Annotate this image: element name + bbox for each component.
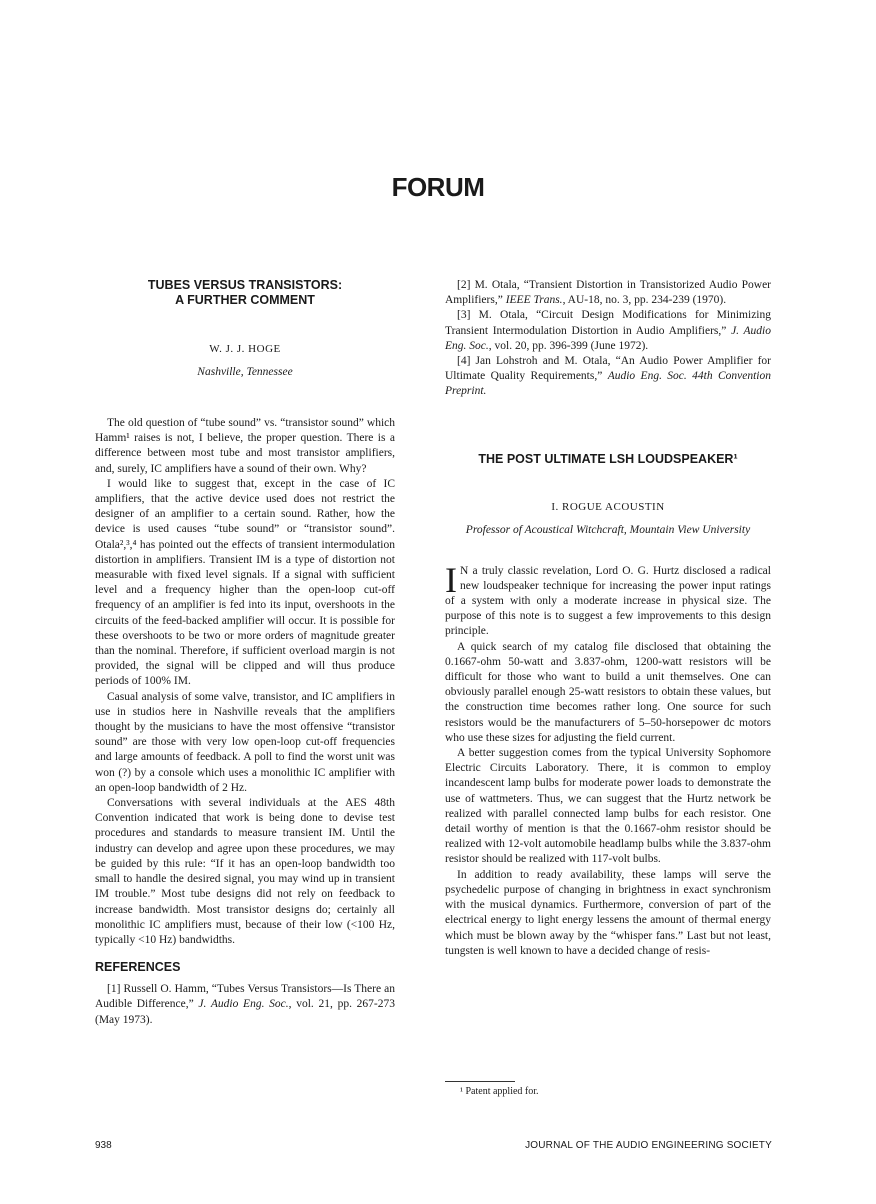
author-affiliation: Professor of Acoustical Witchcraft, Mountain View University <box>465 523 751 536</box>
reference-item: [3] M. Otala, “Circuit Design Modifications for Minimizing Transient Intermodulation Distortion in Audio Amplifiers,” J. Audio Eng. Soc., vol. 20, pp. 396-399 (June 1972). <box>445 309 771 352</box>
article-title-line1: TUBES VERSUS TRANSISTORS: <box>147 278 343 292</box>
article-tubes-versus-transistors <box>95 278 395 1028</box>
author-name: I. ROGUE ACOUSTIN <box>551 500 665 513</box>
body-paragraph: I would like to suggest that, except in the case of IC amplifiers, that the active device used does not restrict the designer of an amplifier to a certain sound. Rather, how the device is used causes “tube sound” or “transistor sound”. Otala²,³,⁴ has pointed out the effects of transient intermodulation distortion in amplifiers. Transient IM is a type of distortion not measurable with fixed level signals. If a signal with sufficient level and a frequency higher than the open-loop cut-off frequency of an amplifier is fed into its input, overshoots in the circuits of the feed-backed amplifier will occur. It is possible for these overshoots to be two or more orders of magnitude greater than the nominal. Therefore, if sufficient overload margin is not provided, the signal will be clipped and will thus produce periods of 100% IM. <box>95 477 395 688</box>
body-paragraph: A quick search of my catalog file disclosed that obtaining the 0.1667-ohm 50-watt and 3.837-ohm, 1200-watt resistors will be difficult for those who want to build a unit themselves. One can obviously parallel enough 25-watt resistors to obtain these values, but the construction time becomes rather long. One source for such resistors would be the manufacturers of 5–50-horsepower dc motors who use these sizes for adjusting the field current. <box>445 640 771 744</box>
author-affiliation: Nashville, Tennessee <box>197 366 293 378</box>
body-paragraph: The old question of “tube sound” vs. “transistor sound” which Hamm¹ raises is not, I believe, the proper question. There is a difference between most tube and most transistor amplifiers, and, surely, IC amplifiers have a sound of their own. Why? <box>95 417 395 475</box>
footnote-rule <box>445 1081 515 1082</box>
reference-item: [1] Russell O. Hamm, “Tubes Versus Transistors—Is There an Audible Difference,” J. Audio Eng. Soc., vol. 21, pp. 267-273 (May 1973). <box>95 983 395 1026</box>
references-heading: REFERENCES <box>95 960 181 975</box>
reference-item: [2] M. Otala, “Transient Distortion in Transistorized Audio Power Amplifiers,” IEEE Trans., AU-18, no. 3, pp. 234-239 (1970). <box>445 279 771 307</box>
right-column <box>445 278 771 959</box>
body-paragraph: Casual analysis of some valve, transistor, and IC amplifiers in use in studios here in Nashville reveals that the amplifiers thought by the musicians to have the most offensive “transistor sound” are those with very low open-loop cut-off frequencies and large amounts of feedback. A poll to find the worst unit was won (?) by a console which uses a monolithic IC amplifier with an open-loop bandwidth of 2 Hz. <box>95 690 395 794</box>
author-name: W. J. J. HOGE <box>209 343 281 355</box>
footnote: ¹ Patent applied for. <box>460 1086 539 1097</box>
journal-name: JOURNAL OF THE AUDIO ENGINEERING SOCIETY <box>525 1140 772 1151</box>
section-title: FORUM <box>391 172 485 202</box>
body-paragraph: I N a truly classic revelation, Lord O. G. Hurtz disclosed a radical new loudspeaker technique for increasing the power input ratings of a system with only a moderate increase in physical size. The purpose of this note is to suggest a few improvements to this design principle. <box>445 559 771 638</box>
reference-item: [4] Jan Lohstroh and M. Otala, “An Audio Power Amplifier for Ultimate Quality Requirements,” Audio Eng. Soc. 44th Convention Preprint. <box>445 355 771 398</box>
drop-cap: I <box>445 559 457 600</box>
article-title: THE POST ULTIMATE LSH LOUDSPEAKER¹ <box>478 451 738 466</box>
article-title <box>95 278 395 308</box>
body-paragraph: Conversations with several individuals at the AES 48th Convention indicated that work is being done to devise test procedures and standards to measure transient IM. Until the industry can develop and agree upon these procedures, we may be guided by this rule: “If it has an open-loop bandwidth too small to handle the desired signal, you may wind up in transient IM trouble.” Most tube designs did not rely on feedback to increase bandwidth. Most transistor designs do; certainly all monolithic IC amplifiers must, because of their low (<100 Hz, typically <10 Hz) bandwidths. <box>95 797 395 946</box>
body-paragraph: In addition to ready availability, these lamps will serve the psychedelic purpose of changing in brightness in exact synchronism with the musical dynamics. Furthermore, conversion of part of the electrical energy to light energy lessens the amount of thermal energy which must be blown away by the “whisper fans.” Last but not least, tungsten is well known to have a decided change of resis- <box>445 868 771 957</box>
page-number: 938 <box>95 1140 112 1151</box>
article-title-line2: A FURTHER COMMENT <box>175 293 315 307</box>
body-paragraph: A better suggestion comes from the typical University Sophomore Electric Circuits Laboratory. There, it is common to employ incandescent lamp bulbs for moderate power loads to demonstrate the use of wattmeters. Thus, we can suggest that the Hurtz network be realized with parallel connected lamp bulbs for each resistor. One detail worthy of mention is that the 0.1667-ohm resistor should be realized with 12-volt automobile headlamp bulbs while the 3.837-ohm resistor should be realized with 117-volt bulbs. <box>445 747 771 866</box>
